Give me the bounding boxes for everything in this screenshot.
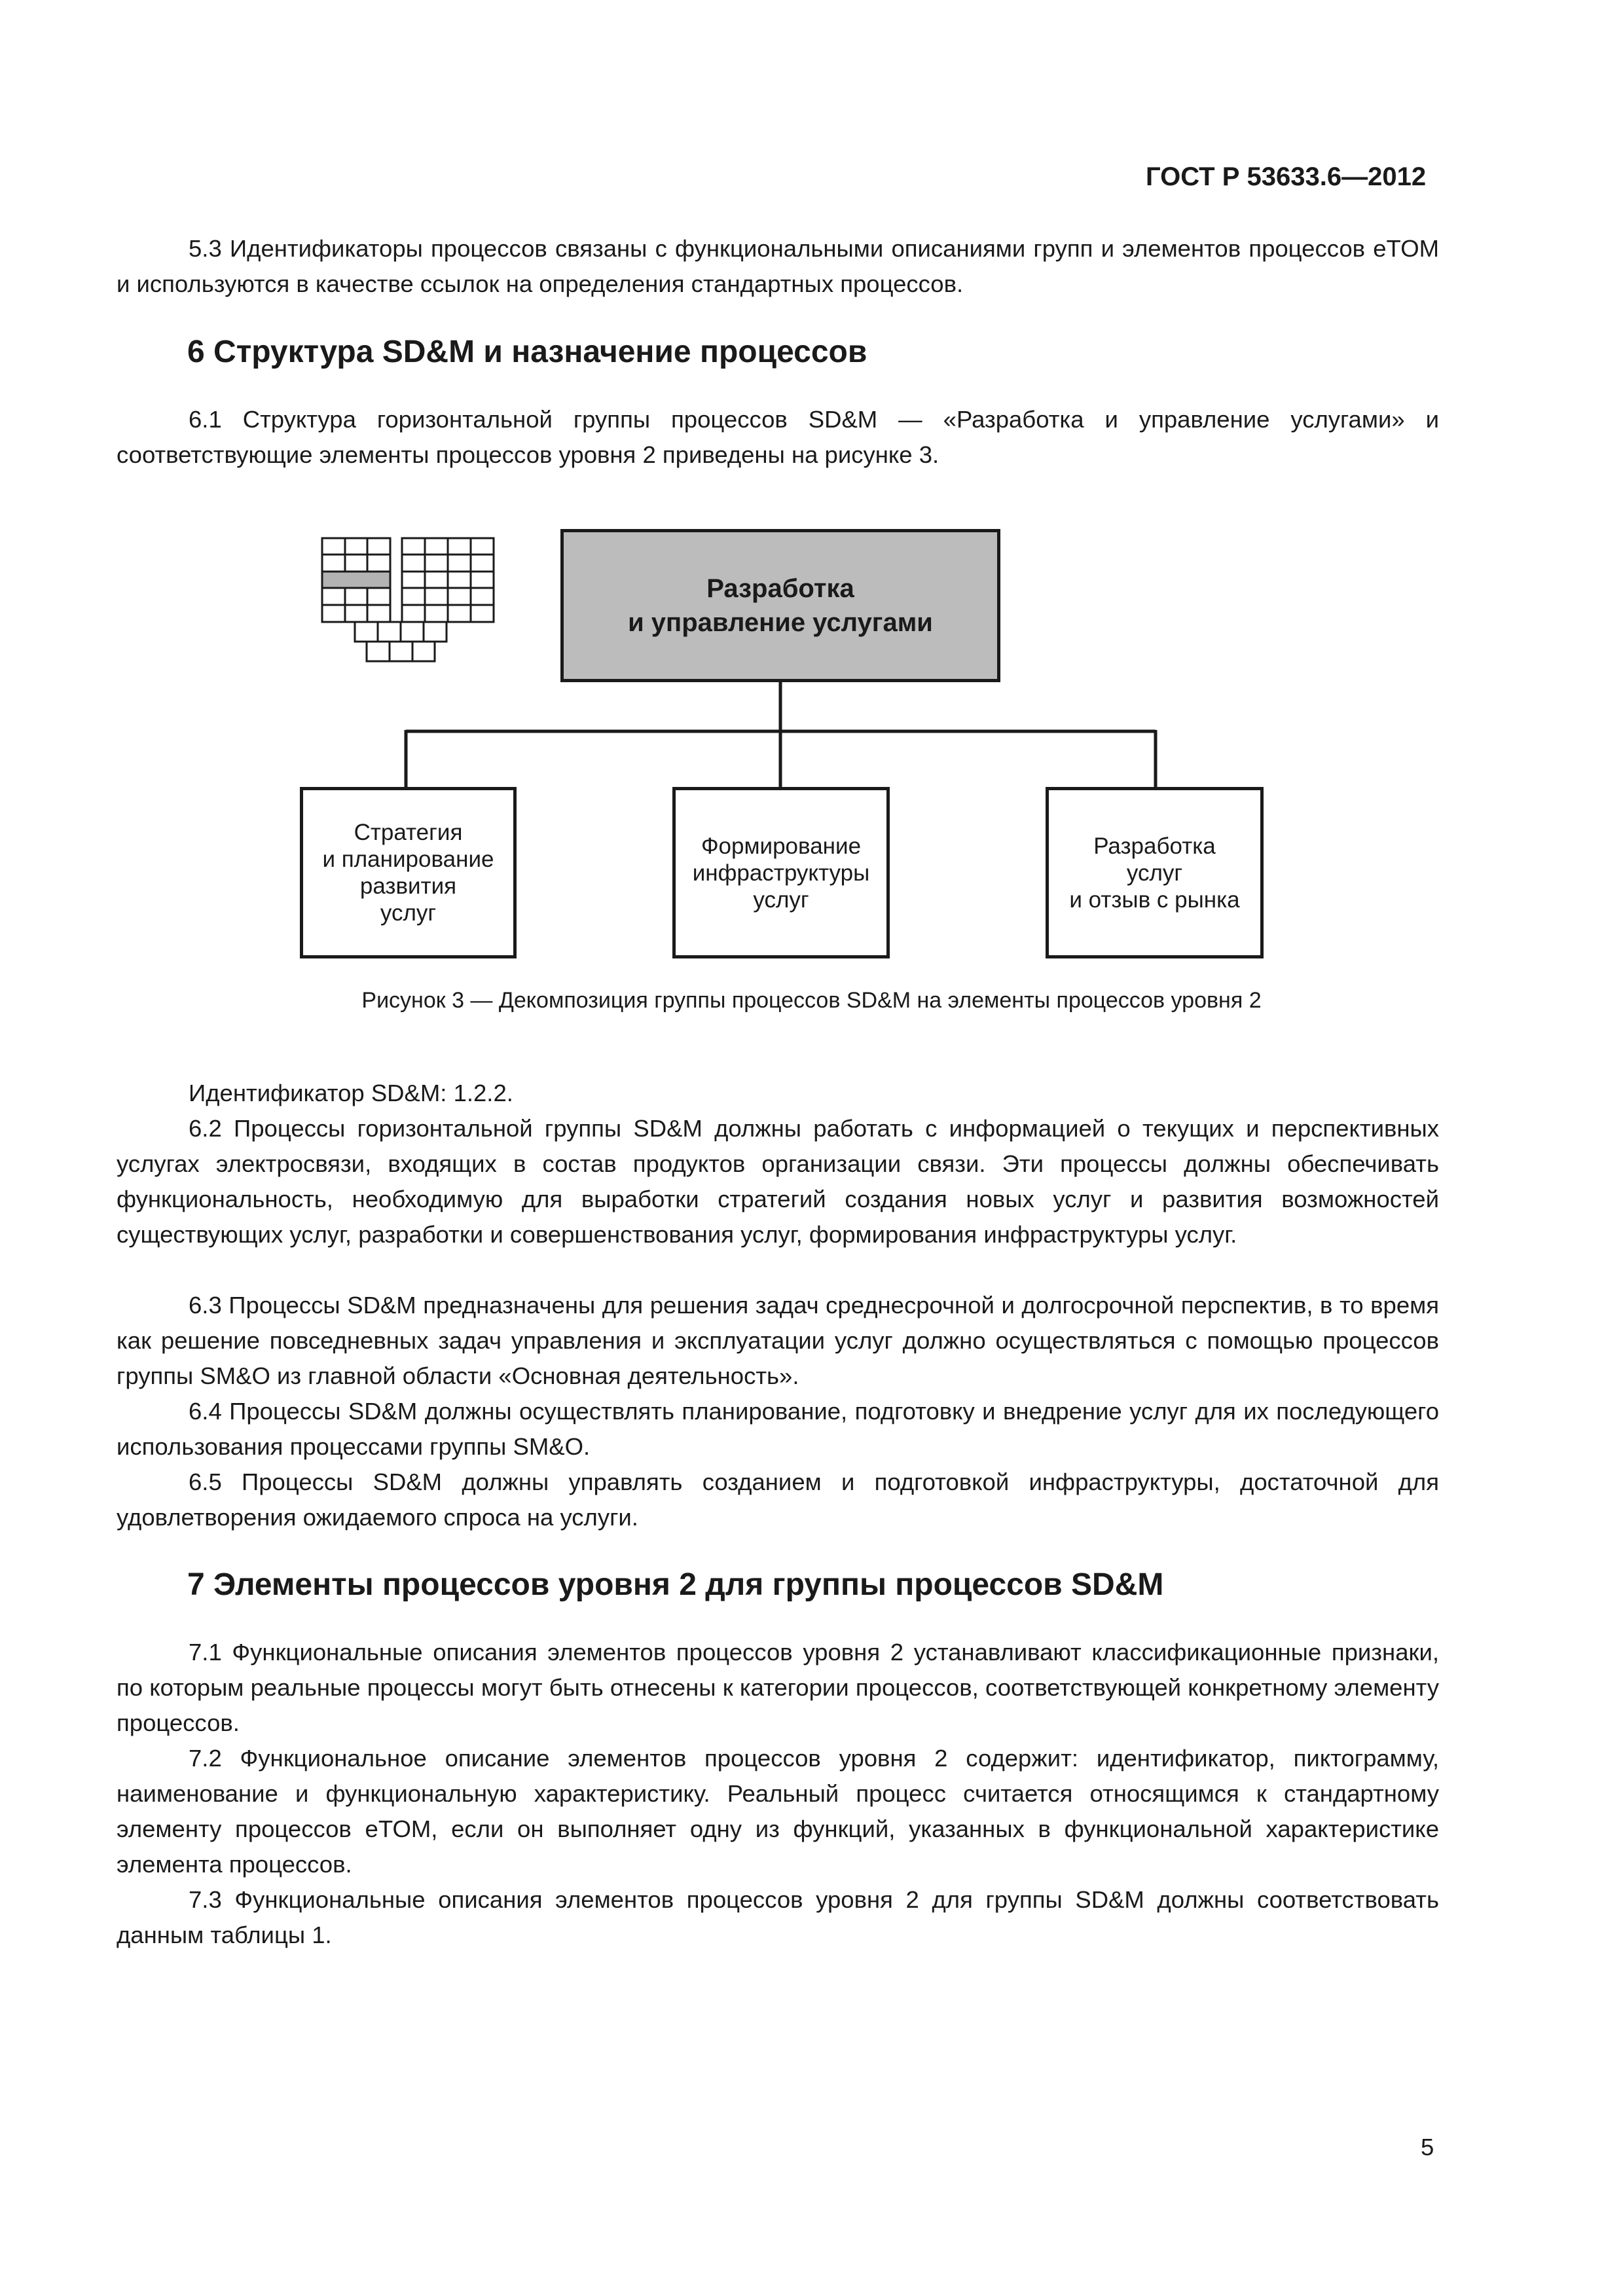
paragraph-5-3: 5.3 Идентификаторы процессов связаны с функциональными описаниями групп и элементов процессов eTOM и используются в качестве ссылок на определения стандартных процессов. (117, 235, 1439, 297)
paragraph-7-3: 7.3 Функциональные описания элементов процессов уровня 2 для группы SD&M должны соответствовать данным таблицы 1. (117, 1886, 1439, 1948)
paragraph-6-5: 6.5 Процессы SD&M должны управлять созданием и подготовкой инфраструктуры, достаточной для удовлетворения ожидаемого спроса на услуги. (117, 1468, 1439, 1531)
paragraph-6-2: 6.2 Процессы горизонтальной группы SD&M должны работать с информацией о текущих и перспективных услугах электросвязи, входящих в состав продуктов организации связи. Эти процессы должны обеспечивать функциональность, необходимую для выработки стратегий создания новых услуг и развития возможностей существующих услуг, разработки и совершенствования услуг, формирования инфраструктуры услуг. (117, 1115, 1439, 1248)
child-process-label-strategy: Стратегия и планирование развития услуг (322, 820, 494, 926)
child-process-box-development (1046, 787, 1264, 958)
document-code: ГОСТ Р 53633.6—2012 (1146, 162, 1427, 191)
child-process-box-infrastructure (672, 787, 890, 958)
paragraph-7-2: 7.2 Функциональное описание элементов процессов уровня 2 содержит: идентификатор, пиктограмму, наименование и функциональную характеристику. Реальный процесс считается относящимся к стандартному элементу процессов eTOM, если он выполняет одну из функций, указанных в функциональной характеристике элемента процессов. (117, 1745, 1439, 1878)
paragraph-6-4: 6.4 Процессы SD&M должны осуществлять планирование, подготовку и внедрение услуг для их последующего использования процессами группы SM&O. (117, 1398, 1439, 1460)
child-process-label-infrastructure: Формирование инфраструктуры услуг (692, 833, 870, 913)
page-number: 5 (1421, 2134, 1434, 2160)
paragraph-7-1: 7.1 Функциональные описания элементов процессов уровня 2 устанавливают классификационные признаки, по которым реальные процессы могут быть отнесены к категории процессов, соответствующей конкретному элементу процессов. (117, 1639, 1439, 1736)
etom-pictogram-icon (321, 537, 504, 668)
section-7-heading: 7 Элементы процессов уровня 2 для группы процессов SD&M (187, 1567, 1164, 1602)
connector-lines (0, 0, 1623, 969)
identifier-line: Идентификатор SD&M: 1.2.2. (189, 1080, 513, 1106)
child-process-box-strategy (300, 787, 517, 958)
paragraph-6-1: 6.1 Структура горизонтальной группы процессов SD&M — «Разработка и управление услугами» и соответствующие элементы процессов уровня 2 приведены на рисунке 3. (117, 406, 1439, 468)
section-6-heading: 6 Структура SD&M и назначение процессов (187, 335, 867, 369)
pictogram-highlight (322, 572, 390, 588)
top-process-label: Разработка и управление услугами (628, 574, 933, 637)
paragraph-6-3: 6.3 Процессы SD&M предназначены для решения задач среднесрочной и долгосрочной перспектив, в то время как решение повседневных задач управления и эксплуатации услуг должно осуществляться с помощью процессов группы SM&O из главной области «Основная деятельность». (117, 1292, 1439, 1389)
child-process-label-development: Разработка услуг и отзыв с рынка (1069, 833, 1240, 913)
figure-3 (0, 0, 1623, 1021)
top-process-box (560, 529, 1000, 682)
figure-caption: Рисунок 3 — Декомпозиция группы процессов SD&M на элементы процессов уровня 2 (361, 988, 1262, 1013)
